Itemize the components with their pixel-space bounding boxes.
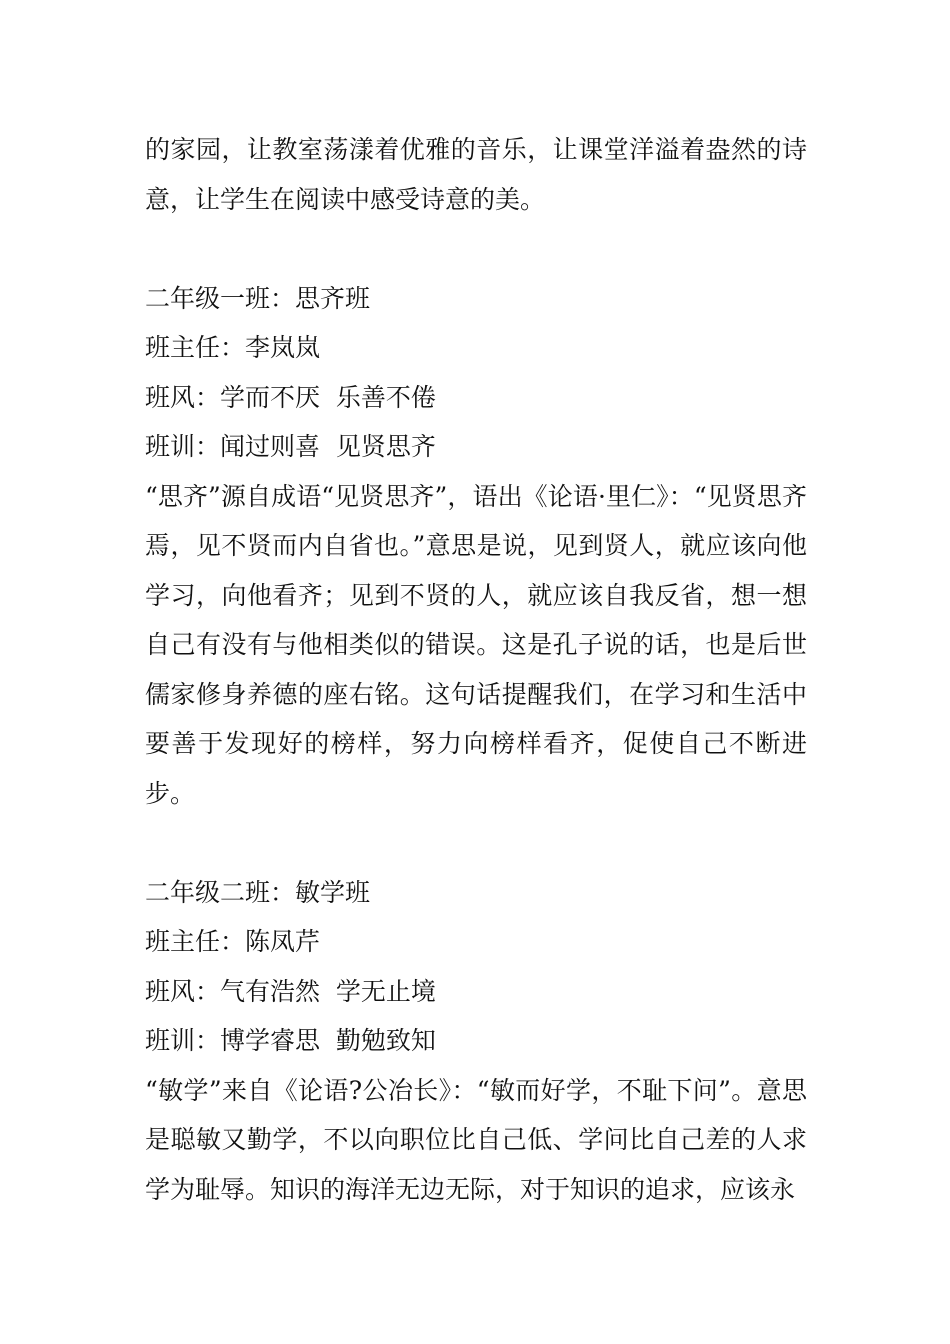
class-1-title: 二年级一班：思齐班	[145, 283, 371, 313]
class-2-style: 班风：气有浩然 学无止境	[145, 976, 436, 1006]
class-section-2	[145, 868, 807, 1215]
class-2-motto: 班训：博学睿思 勤勉致知	[145, 1026, 436, 1055]
class-section-1	[145, 274, 807, 819]
section-gap	[145, 818, 807, 868]
intro-paragraph: 的家园，让教室荡漾着优雅的音乐，让课堂洋溢着盎然的诗意，让学生在阅读中感受诗意的美。	[145, 135, 807, 214]
class-2-explanation: “敏学”来自《论语?公冶长》：“敏而好学，不耻下问”。意思是聪敏又勤学，不以向职位比自己低、学问比自己差的人求学为耻辱。知识的海洋无边无际，对于知识的追求，应该永	[145, 1075, 807, 1204]
class-2-title: 二年级二班：敏学班	[145, 877, 371, 907]
class-1-style: 班风：学而不厌 乐善不倦	[145, 382, 436, 412]
class-1-explanation: “思齐”源自成语“见贤思齐”，语出《论语·里仁》：“见贤思齐焉，见不贤而内自省也。”意思是说，见到贤人，就应该向他学习，向他看齐；见到不贤的人，就应该自我反省，想一想自己有没有与他相类似的错误。这是孔子说的话，也是后世儒家修身养德的座右铭。这句话提醒我们，在学习和生活中要善于发现好的榜样，努力向榜样看齐，促使自己不断进步。	[145, 481, 807, 808]
section-gap	[145, 224, 807, 274]
class-1-teacher: 班主任：李岚岚	[145, 333, 321, 362]
document-page	[145, 125, 807, 1214]
class-2-teacher: 班主任：陈凤芹	[145, 927, 321, 956]
class-1-motto: 班训：闻过则喜 见贤思齐	[145, 432, 436, 461]
